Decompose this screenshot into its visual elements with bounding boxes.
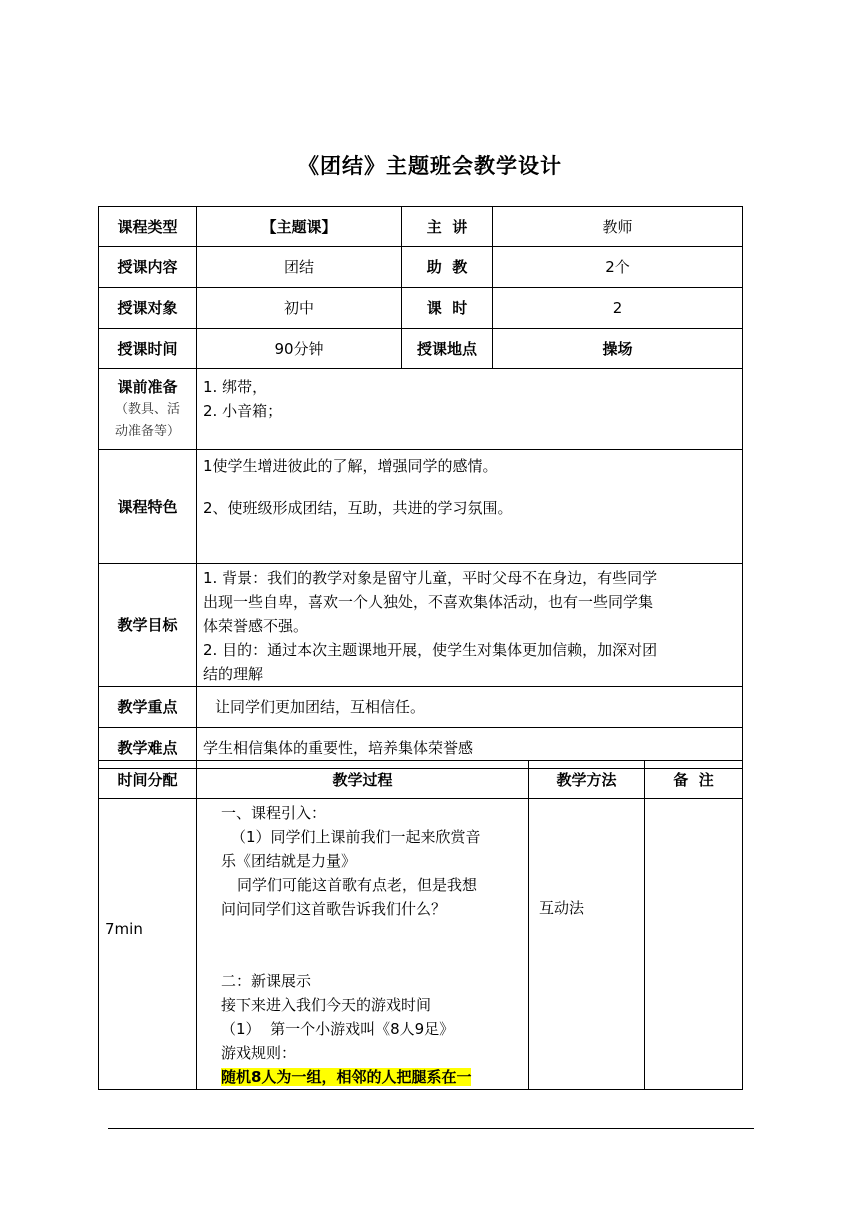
lecturer-value: 教师 [493, 207, 743, 247]
info-row [99, 207, 743, 247]
difficulty-label: 教学难点 [99, 728, 197, 769]
schedule-time: 7min [99, 799, 197, 1090]
lecturer-label: 主 讲 [402, 207, 493, 247]
target-label: 授课对象 [99, 288, 197, 329]
goal-line: 1. 背景：我们的教学对象是留守儿童，平时父母不在身边，有些同学 [203, 569, 658, 587]
process-spacer [221, 921, 522, 969]
goal-line: 出现一些自卑，喜欢一个人独处，不喜欢集体活动，也有一些同学集 [203, 593, 654, 611]
info-table [98, 206, 743, 769]
difficulty-value: 学生相信集体的重要性，培养集体荣誉感 [197, 728, 743, 769]
info-row [99, 329, 743, 369]
header-process: 教学过程 [197, 761, 529, 799]
goal-line: 体荣誉感不强。 [203, 617, 309, 635]
goal-line: 2. 目的：通过本次主题课地开展，使学生对集体更加信赖，加深对团 [203, 641, 658, 659]
process-line: 接下来进入我们今天的游戏时间 [221, 996, 432, 1014]
schedule-row [99, 799, 743, 1090]
feature-label: 课程特色 [99, 450, 197, 564]
info-row [99, 288, 743, 329]
time-label: 授课时间 [99, 329, 197, 369]
focus-row [99, 687, 743, 728]
hours-label: 课 时 [402, 288, 493, 329]
feature-content [197, 450, 743, 564]
place-value: 操场 [493, 329, 743, 369]
course-type-value: 【主题课】 [197, 207, 402, 247]
document-title: 《团结》主题班会教学设计 [298, 154, 562, 178]
process-line: 二：新课展示 [221, 972, 312, 990]
prep-items [197, 369, 743, 450]
course-type-label: 课程类型 [99, 207, 197, 247]
process-line: （1）同学们上课前我们一起来欣赏音 [231, 828, 481, 846]
schedule-method: 互动法 [529, 799, 645, 1090]
schedule-process [197, 799, 529, 1090]
content-value: 团结 [197, 247, 402, 288]
content-label: 授课内容 [99, 247, 197, 288]
process-line: 同学们可能这首歌有点老，但是我想 [237, 876, 478, 894]
prep-sublabel: （教具、活 [114, 402, 180, 417]
time-value: 90分钟 [197, 329, 402, 369]
goal-line: 结的理解 [203, 665, 264, 683]
process-line: 问问同学们这首歌告诉我们什么？ [221, 900, 447, 918]
process-line: 乐《团结就是力量》 [221, 852, 357, 870]
header-method: 教学方法 [529, 761, 645, 799]
process-line: 游戏规则： [221, 1044, 297, 1062]
header-time: 时间分配 [99, 761, 197, 799]
prep-item: 2. 小音箱； [203, 402, 283, 420]
prep-item: 1. 绑带， [203, 378, 268, 396]
prep-label-cell [99, 369, 197, 450]
header-remark: 备 注 [645, 761, 743, 799]
process-line: （1） 第一个小游戏叫《8人9足》 [221, 1020, 455, 1038]
place-label: 授课地点 [402, 329, 493, 369]
hours-value: 2 [493, 288, 743, 329]
goal-row [99, 564, 743, 687]
process-line: 一、课程引入： [221, 804, 327, 822]
focus-value: 让同学们更加团结，互相信任。 [197, 687, 743, 728]
feature-line: 1使学生增进彼此的了解，增强同学的感情。 [203, 457, 498, 475]
prep-label: 课前准备 [117, 378, 178, 396]
footer-rule [108, 1128, 754, 1129]
highlighted-rule: 随机8人为一组，相邻的人把腿系在一 [221, 1068, 472, 1086]
info-row [99, 247, 743, 288]
schedule-remark [645, 799, 743, 1090]
feature-line: 2、使班级形成团结，互助，共进的学习氛围。 [203, 499, 513, 517]
prep-row [99, 369, 743, 450]
schedule-table [98, 760, 743, 1090]
goal-content [197, 564, 743, 687]
schedule-header-row [99, 761, 743, 799]
focus-label: 教学重点 [99, 687, 197, 728]
assistant-label: 助 教 [402, 247, 493, 288]
goal-label: 教学目标 [99, 564, 197, 687]
target-value: 初中 [197, 288, 402, 329]
prep-sublabel: 动准备等） [114, 424, 180, 439]
assistant-value: 2个 [493, 247, 743, 288]
feature-row [99, 450, 743, 564]
